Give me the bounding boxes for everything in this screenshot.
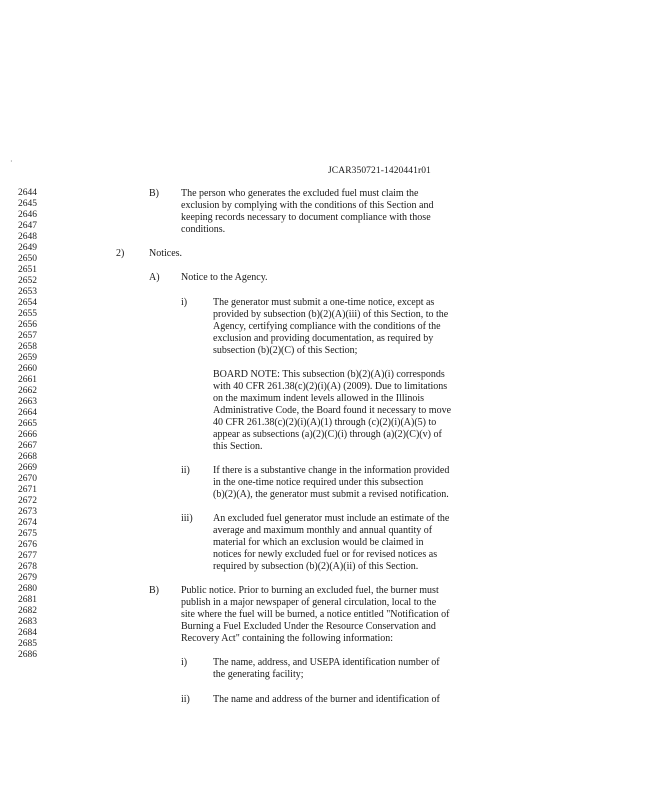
document-header-id: JCAR350721-1420441r01 — [328, 166, 431, 176]
paragraph-label: B) — [149, 188, 159, 199]
item-line: average and maximum monthly and annual quantity of — [213, 525, 433, 536]
line-number: 2646 — [18, 210, 37, 220]
line-number: 2662 — [18, 386, 37, 396]
line-number: 2653 — [18, 287, 37, 297]
line-number: 2658 — [18, 342, 37, 352]
item-line: notices for newly excluded fuel or for revised notices as — [213, 549, 438, 560]
line-number: 2685 — [18, 639, 37, 649]
paragraph-line: conditions. — [181, 224, 226, 235]
line-number: 2663 — [18, 397, 37, 407]
board-note-line: 40 CFR 261.38(c)(2)(i)(A)(1) through (c)(2)(i)(A)(5) to — [213, 417, 437, 428]
item-line: The name and address of the burner and identification of — [213, 694, 440, 705]
line-number: 2650 — [18, 254, 37, 264]
subsection-line: Burning a Fuel Excluded Under the Resource Conservation and — [181, 621, 436, 632]
paragraph-line: The person who generates the excluded fuel must claim the — [181, 188, 419, 199]
section-heading: Notices. — [149, 248, 183, 259]
item-line: The name, address, and USEPA identification number of — [213, 657, 440, 668]
line-number: 2670 — [18, 474, 37, 484]
line-number: 2679 — [18, 573, 37, 583]
item-label: i) — [181, 297, 188, 308]
line-number: 2665 — [18, 419, 37, 429]
item-line: exclusion and providing documentation, as required by — [213, 333, 434, 344]
subsection-line: site where the fuel will be burned, a notice entitled "Notification of — [181, 609, 450, 620]
item-line: An excluded fuel generator must include an estimate of the — [213, 513, 450, 524]
item-line: required by subsection (b)(2)(A)(ii) of this Section. — [213, 561, 419, 572]
item-line: The generator must submit a one-time notice, except as — [213, 297, 435, 308]
subsection-line: Recovery Act" containing the following information: — [181, 633, 394, 644]
line-number: 2660 — [18, 364, 37, 374]
line-number: 2676 — [18, 540, 37, 550]
item-label: iii) — [181, 513, 193, 524]
item-line: the generating facility; — [213, 669, 304, 680]
line-number: 2656 — [18, 320, 37, 330]
line-number: 2657 — [18, 331, 37, 341]
line-number: 2669 — [18, 463, 37, 473]
item-line: provided by subsection (b)(2)(A)(iii) of this Section, to the — [213, 309, 449, 320]
board-note-line: on the maximum indent levels allowed in the Illinois — [213, 393, 425, 404]
paragraph-line: exclusion by complying with the conditions of this Section and — [181, 200, 434, 211]
board-note-line: Administrative Code, the Board found it necessary to move — [213, 405, 452, 416]
item-label: ii) — [181, 694, 190, 705]
line-number: 2684 — [18, 628, 37, 638]
line-number: 2682 — [18, 606, 37, 616]
subsection-label: A) — [149, 272, 160, 283]
line-number: 2655 — [18, 309, 37, 319]
line-number: 2678 — [18, 562, 37, 572]
item-line: material for which an exclusion would be claimed in — [213, 537, 424, 548]
line-number: 2648 — [18, 232, 37, 242]
item-line: Agency, certifying compliance with the conditions of the — [213, 321, 441, 332]
board-note-line: this Section. — [213, 441, 263, 452]
line-number: 2652 — [18, 276, 37, 286]
line-number: 2651 — [18, 265, 37, 275]
line-number: 2666 — [18, 430, 37, 440]
subsection-line: publish in a major newspaper of general circulation, local to the — [181, 597, 437, 608]
line-number: 2681 — [18, 595, 37, 605]
line-number: 2673 — [18, 507, 37, 517]
line-number: 2664 — [18, 408, 37, 418]
line-number: 2680 — [18, 584, 37, 594]
line-number: 2672 — [18, 496, 37, 506]
line-number: 2686 — [18, 650, 37, 660]
line-number: 2659 — [18, 353, 37, 363]
line-number: 2677 — [18, 551, 37, 561]
subsection-heading: Notice to the Agency. — [181, 272, 268, 283]
board-note-line: with 40 CFR 261.38(c)(2)(i)(A) (2009). Due to limitations — [213, 381, 448, 392]
line-number: 2674 — [18, 518, 37, 528]
line-number: 2644 — [18, 188, 37, 198]
item-line: subsection (b)(2)(C) of this Section; — [213, 345, 358, 356]
paragraph-line: keeping records necessary to document compliance with those — [181, 212, 431, 223]
line-number: 2671 — [18, 485, 37, 495]
line-number: 2668 — [18, 452, 37, 462]
line-number: 2683 — [18, 617, 37, 627]
line-number: 2645 — [18, 199, 37, 209]
section-label: 2) — [116, 248, 125, 259]
line-number: 2675 — [18, 529, 37, 539]
item-line: If there is a substantive change in the information provided — [213, 465, 450, 476]
board-note-line: BOARD NOTE: This subsection (b)(2)(A)(i) corresponds — [213, 369, 445, 380]
line-number: 2647 — [18, 221, 37, 231]
corner-mark: · — [10, 157, 13, 166]
line-number: 2661 — [18, 375, 37, 385]
item-label: i) — [181, 657, 188, 668]
subsection-line: Public notice. Prior to burning an excluded fuel, the burner must — [181, 585, 439, 596]
item-line: (b)(2)(A), the generator must submit a revised notification. — [213, 489, 449, 500]
line-number: 2667 — [18, 441, 37, 451]
board-note-line: appear as subsections (a)(2)(C)(i) through (a)(2)(C)(v) of — [213, 429, 442, 440]
subsection-label: B) — [149, 585, 159, 596]
line-number: 2654 — [18, 298, 37, 308]
line-number: 2649 — [18, 243, 37, 253]
item-label: ii) — [181, 465, 190, 476]
item-line: in the one-time notice required under this subsection — [213, 477, 424, 488]
